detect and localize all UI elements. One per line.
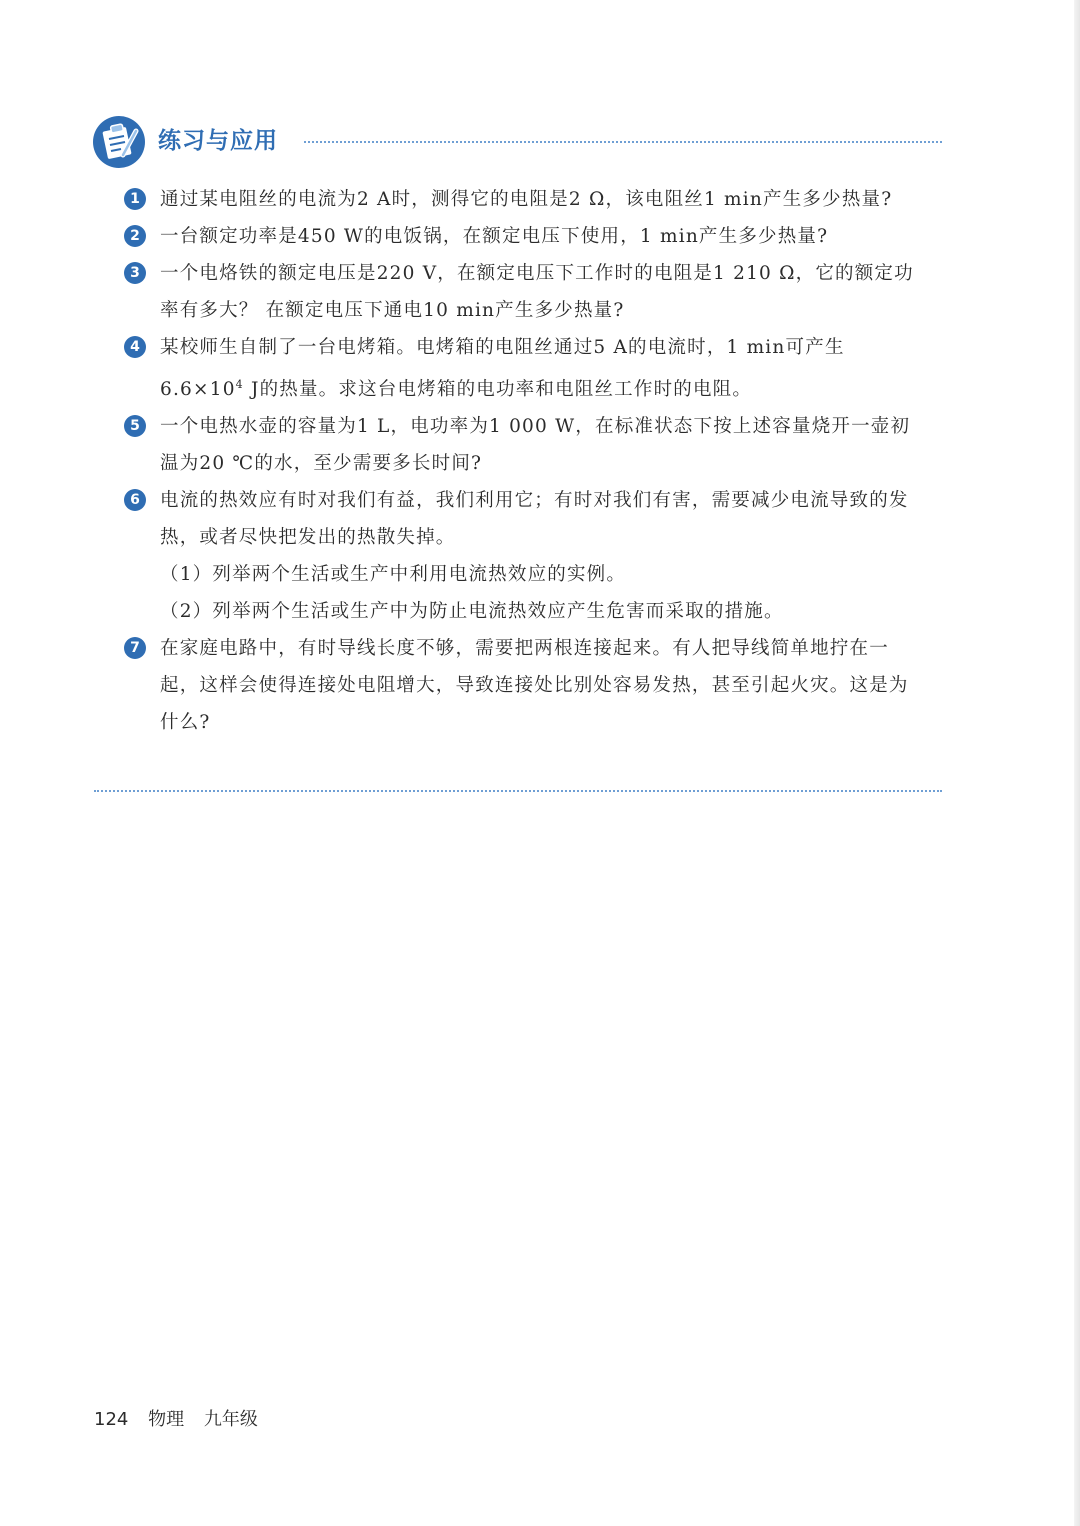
exercise-number: 4 <box>124 336 146 358</box>
exercise-list <box>124 181 924 741</box>
exercise-text: 电流的热效应有时对我们有益，我们利用它；有时对我们有害，需要减少电流导致的发热，或者尽快把发出的热散失掉。 <box>160 490 909 549</box>
exercise-item <box>124 181 924 218</box>
exercise-number: 6 <box>124 489 146 511</box>
section-header <box>92 113 942 173</box>
exercise-number: 2 <box>124 225 146 247</box>
exercise-number: 1 <box>124 188 146 210</box>
clipboard-pen-icon <box>92 115 146 169</box>
bottom-dotted-rule <box>94 790 942 792</box>
footer-grade: 九年级 <box>203 1409 258 1430</box>
exercise-number: 7 <box>124 637 146 659</box>
exercise-item <box>124 408 924 482</box>
page-number: 124 <box>94 1409 129 1430</box>
header-dotted-rule <box>304 141 942 143</box>
exercise-text-part: J的热量。求这台电烤箱的电功率和电阻丝工作时的电阻。 <box>243 379 753 401</box>
exercise-number: 5 <box>124 415 146 437</box>
section-title: 练习与应用 <box>158 128 278 154</box>
footer-subject: 物理 <box>148 1409 185 1430</box>
exercise-text: 一个电热水壶的容量为1 L，电功率为1 000 W，在标准状态下按上述容量烧开一壶初温为20 ℃的水，至少需要多长时间? <box>160 416 911 475</box>
exercise-text-part: 某校师生自制了一台电烤箱。电烤箱的电阻丝通过5 A的电流时，1 min可产生6.6×10 <box>160 337 845 401</box>
exercise-text: 一个电烙铁的额定电压是220 V，在额定电压下工作时的电阻是1 210 Ω，它的额定功率有多大？ 在额定电压下通电10 min产生多少热量? <box>160 263 914 321</box>
page-footer <box>94 1405 272 1435</box>
exercise-item <box>124 255 924 329</box>
exponent: 4 <box>235 378 244 391</box>
exercise-text: 通过某电阻丝的电流为2 A时，测得它的电阻是2 Ω，该电阻丝1 min产生多少热量? <box>160 189 893 210</box>
page-edge-shadow <box>1074 0 1080 1526</box>
exercise-text: 一台额定功率是450 W的电饭锅，在额定电压下使用，1 min产生多少热量? <box>160 226 829 247</box>
exercise-item <box>124 630 924 741</box>
exercise-text <box>160 329 924 408</box>
exercise-item <box>124 482 924 556</box>
exercise-number: 3 <box>124 262 146 284</box>
sub-item: （1）列举两个生活或生产中利用电流热效应的实例。 <box>160 564 627 586</box>
exercise-item <box>124 218 924 255</box>
exercise-text: 在家庭电路中，有时导线长度不够，需要把两根连接起来。有人把导线简单地拧在一起，这样会使得连接处电阻增大，导致连接处比别处容易发热，甚至引起火灾。这是为什么? <box>160 638 909 734</box>
exercise-item <box>124 329 924 408</box>
sub-item: （2）列举两个生活或生产中为防止电流热效应产生危害而采取的措施。 <box>160 601 784 623</box>
